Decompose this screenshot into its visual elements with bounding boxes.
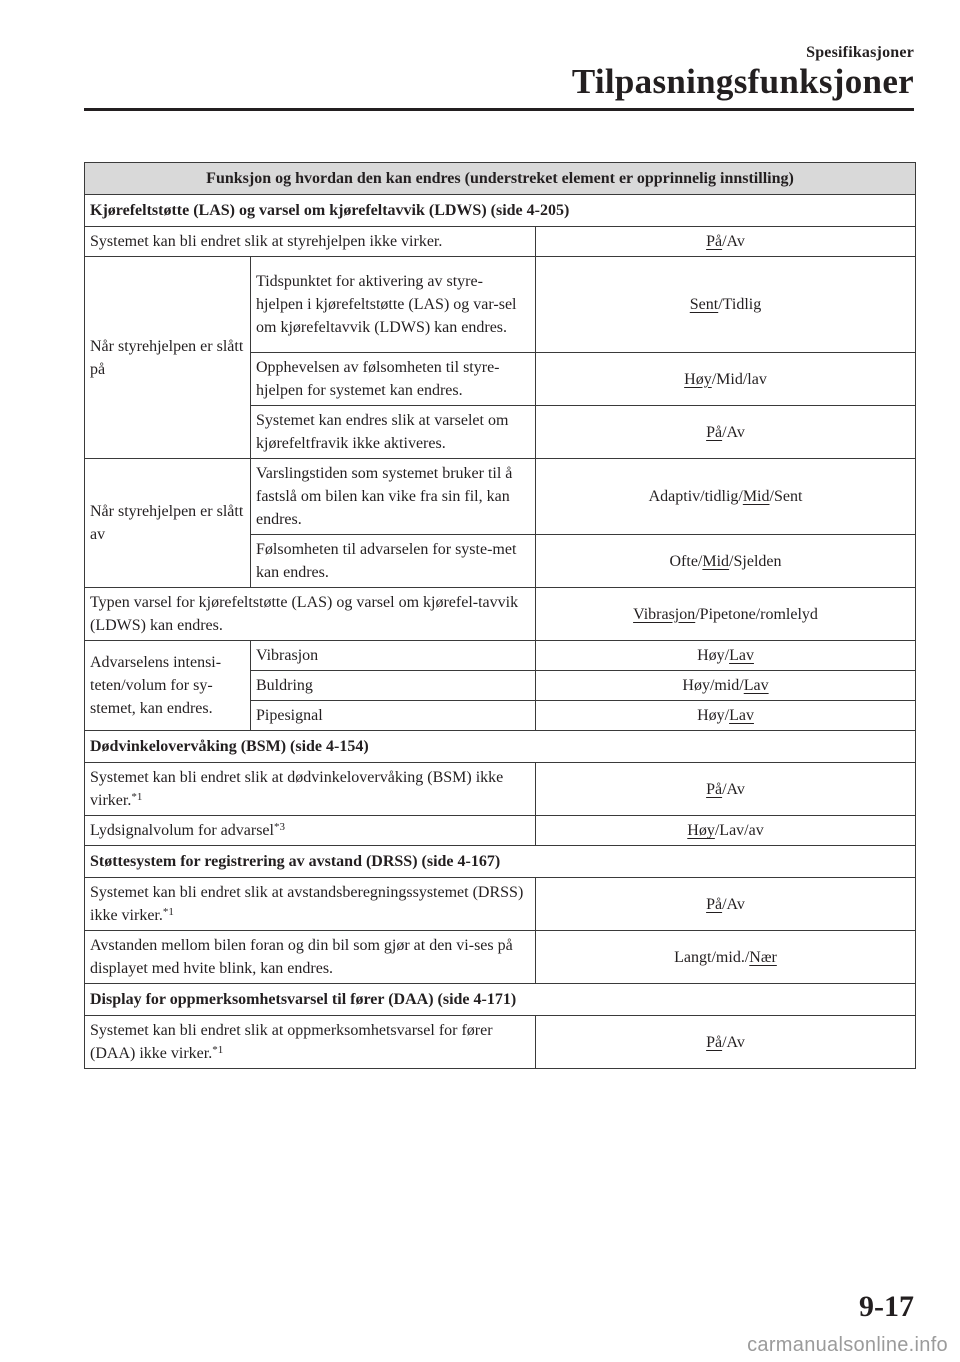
preceding-options: Adaptiv/tidlig/ bbox=[648, 488, 743, 505]
watermark: carmanualsonline.info bbox=[747, 1334, 948, 1356]
table-row bbox=[85, 641, 916, 671]
default-option: På bbox=[706, 423, 723, 441]
row-desc-bsm-volume bbox=[85, 816, 536, 846]
footnote-ref: *1 bbox=[162, 906, 174, 918]
other-options: /Sjelden bbox=[729, 552, 782, 570]
row-desc-las-warn-type: Typen varsel for kjørefeltstøtte (LAS) og varsel om kjørefel-tavvik (LDWS) kan endres. bbox=[85, 588, 536, 641]
default-option: På bbox=[706, 1033, 723, 1051]
section-title-drss: Støttesystem for registrering av avstand (DRSS) (side 4-167) bbox=[85, 846, 916, 878]
table-header: Funksjon og hvordan den kan endres (understreket element er opprinnelig innstilling) bbox=[85, 163, 916, 195]
preceding-options: Langt/mid./ bbox=[674, 948, 750, 966]
default-option: Vibrasjon bbox=[633, 605, 696, 623]
page-number: 9-17 bbox=[859, 1290, 914, 1323]
preceding-options: Høy/ bbox=[697, 647, 730, 664]
other-options: /Av bbox=[722, 1033, 745, 1051]
default-option: Lav bbox=[729, 647, 754, 664]
default-option: Høy bbox=[684, 370, 712, 388]
other-options: /Mid/lav bbox=[711, 370, 767, 388]
row-value-las-warn-off bbox=[536, 406, 916, 459]
row-value-daa-disable bbox=[536, 1016, 916, 1069]
other-options: /Av bbox=[722, 233, 745, 250]
section-label: Spesifikasjoner bbox=[806, 44, 914, 61]
header-rule bbox=[84, 108, 914, 111]
group-label-steering-on: Når styrehjelpen er slått på bbox=[85, 257, 251, 459]
row-desc-las-warn-off: Systemet kan endres slik at varselet om kjørefeltfravik ikke aktiveres. bbox=[251, 406, 536, 459]
row-value-drss-disable bbox=[536, 878, 916, 931]
table-row bbox=[85, 227, 916, 257]
default-option: Sent bbox=[689, 296, 719, 313]
row-desc-las-sensitivity: Følsomheten til advarselen for syste-met kan endres. bbox=[251, 535, 536, 588]
section-row-bsm bbox=[85, 731, 916, 763]
table-row bbox=[85, 459, 916, 535]
desc-text: Lydsignalvolum for advarsel bbox=[90, 822, 274, 839]
table-row bbox=[85, 816, 916, 846]
default-option: Høy bbox=[687, 822, 715, 839]
row-desc-las-warn-time: Varslingstiden som systemet bruker til å fastslå om bilen kan vike fra sin fil, kan endres. bbox=[251, 459, 536, 535]
row-value-vibration bbox=[536, 641, 916, 671]
desc-text: Systemet kan bli endret slik at oppmerksomhetsvarsel for fører (DAA) ikke virker. bbox=[90, 1022, 493, 1062]
table-row bbox=[85, 931, 916, 984]
row-desc-drss-distance: Avstanden mellom bilen foran og din bil som gjør at den vi-ses på displayet med hvite blink, kan endres. bbox=[85, 931, 536, 984]
default-option: På bbox=[706, 233, 723, 250]
row-desc-bsm-disable bbox=[85, 763, 536, 816]
default-option: Lav bbox=[729, 707, 754, 724]
row-value-las-warn-time bbox=[536, 459, 916, 535]
row-value-las-warn-type bbox=[536, 588, 916, 641]
row-value-las-disable bbox=[536, 227, 916, 257]
default-option: På bbox=[706, 780, 723, 798]
other-options: /Av bbox=[722, 895, 745, 913]
row-value-beep bbox=[536, 701, 916, 731]
section-row-las bbox=[85, 195, 916, 227]
table-header-row bbox=[85, 163, 916, 195]
section-title-daa: Display for oppmerksomhetsvarsel til fører (DAA) (side 4-171) bbox=[85, 984, 916, 1016]
preceding-options: Ofte/ bbox=[669, 552, 703, 570]
default-option: På bbox=[706, 895, 723, 913]
section-title-las: Kjørefeltstøtte (LAS) og varsel om kjørefeltavvik (LDWS) (side 4-205) bbox=[85, 195, 916, 227]
group-label-intensity: Advarselens intensi-teten/volum for sy-stemet, kan endres. bbox=[85, 641, 251, 731]
settings-table bbox=[84, 162, 916, 1069]
table-row bbox=[85, 257, 916, 353]
preceding-options: Høy/ bbox=[697, 707, 730, 724]
other-options: /Tidlig bbox=[718, 296, 762, 313]
row-value-bsm-disable bbox=[536, 763, 916, 816]
row-desc-las-disable: Systemet kan bli endret slik at styrehjelpen ikke virker. bbox=[85, 227, 536, 257]
preceding-options: Høy/mid/ bbox=[682, 677, 744, 694]
other-options: /Lav/av bbox=[714, 822, 764, 839]
row-desc-las-timing: Tidspunktet for aktivering av styre-hjelpen i kjørefeltstøtte (LAS) og var-sel om kjørefeltavvik (LDWS) kan endres. bbox=[251, 257, 536, 353]
section-row-daa bbox=[85, 984, 916, 1016]
desc-text: Systemet kan bli endret slik at avstandsberegningssystemet (DRSS) ikke virker. bbox=[90, 884, 524, 924]
row-desc-las-cancel: Opphevelsen av følsomheten til styre-hjelpen for systemet kan endres. bbox=[251, 353, 536, 406]
row-desc-beep: Pipesignal bbox=[251, 701, 536, 731]
footnote-ref: *3 bbox=[273, 821, 285, 833]
table-row bbox=[85, 1016, 916, 1069]
default-option: Nær bbox=[749, 948, 777, 966]
row-desc-daa-disable bbox=[85, 1016, 536, 1069]
other-options: /Pipetone/romlelyd bbox=[695, 605, 818, 623]
row-desc-vibration: Vibrasjon bbox=[251, 641, 536, 671]
row-value-bsm-volume bbox=[536, 816, 916, 846]
row-value-rumble bbox=[536, 671, 916, 701]
other-options: /Av bbox=[722, 423, 745, 441]
table-row bbox=[85, 763, 916, 816]
row-desc-drss-disable bbox=[85, 878, 536, 931]
default-option: Lav bbox=[743, 677, 769, 694]
section-row-drss bbox=[85, 846, 916, 878]
table-row bbox=[85, 878, 916, 931]
row-desc-rumble: Buldring bbox=[251, 671, 536, 701]
row-value-las-timing bbox=[536, 257, 916, 353]
other-options: /Sent bbox=[769, 488, 803, 505]
group-label-steering-off: Når styrehjelpen er slått av bbox=[85, 459, 251, 588]
default-option: Mid bbox=[702, 552, 730, 570]
row-value-drss-distance bbox=[536, 931, 916, 984]
footnote-ref: *1 bbox=[212, 1044, 224, 1056]
desc-text: Systemet kan bli endret slik at dødvinkelovervåking (BSM) ikke virker. bbox=[90, 769, 504, 809]
row-value-las-sensitivity bbox=[536, 535, 916, 588]
other-options: /Av bbox=[722, 780, 745, 798]
table-row bbox=[85, 588, 916, 641]
row-value-las-cancel bbox=[536, 353, 916, 406]
default-option: Mid bbox=[742, 488, 770, 505]
section-title-bsm: Dødvinkelovervåking (BSM) (side 4-154) bbox=[85, 731, 916, 763]
page-title: Tilpasningsfunksjoner bbox=[571, 62, 914, 101]
footnote-ref: *1 bbox=[131, 791, 143, 803]
